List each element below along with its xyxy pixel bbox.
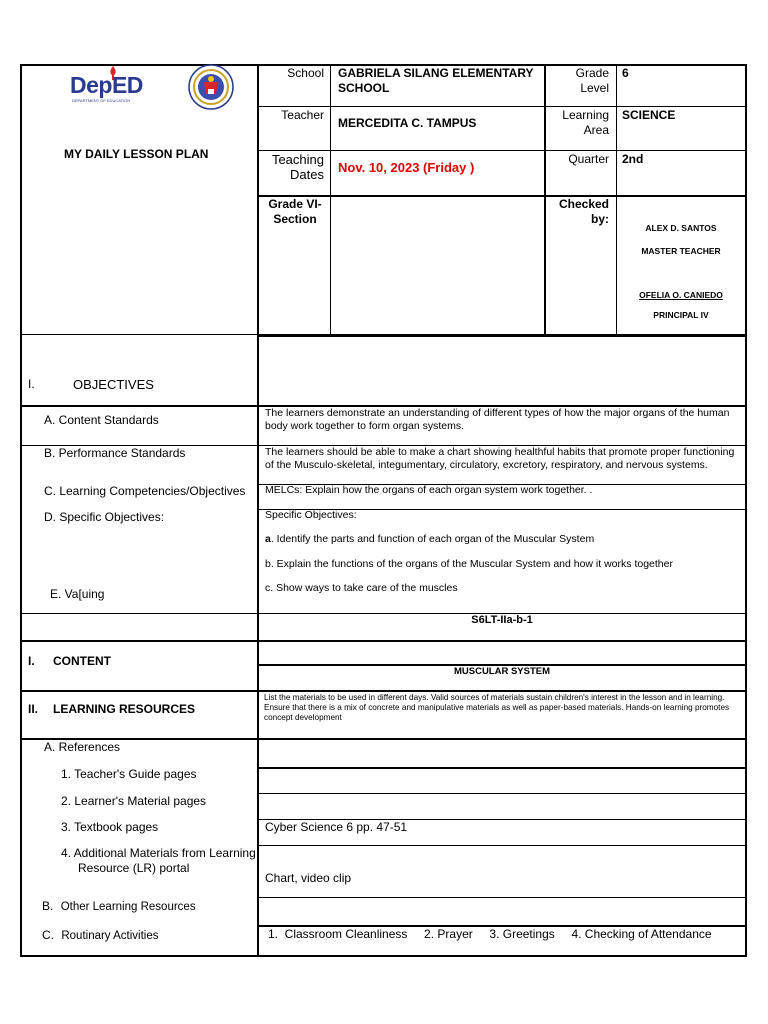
checked-by-label: Checked by: — [558, 197, 609, 226]
competencies-text: MELCs: Explain how the organs of each organ system work together. . — [265, 484, 593, 496]
additional-materials-value: Chart, video clip — [265, 871, 352, 885]
routinary-label — [42, 928, 159, 944]
deped-seal-icon — [184, 64, 238, 110]
content-roman: I. — [28, 654, 35, 668]
specific-objectives-heading: Specific Objectives: — [265, 509, 357, 521]
specific-objective-c: c. Show ways to take care of the muscles — [265, 582, 458, 594]
deped-logo-text: DepED — [70, 72, 143, 98]
checker2-title: PRINCIPAL IV — [653, 310, 709, 320]
learning-area-value: SCIENCE — [622, 108, 676, 122]
textbook-label: 3. Textbook pages — [61, 820, 159, 834]
checker1-name: ALEX D. SANTOS — [645, 223, 717, 233]
objectives-heading: OBJECTIVES — [73, 377, 154, 392]
specific-objectives-label: D. Specific Objectives: — [44, 510, 165, 524]
deped-logo-subtext: DEPARTMENT OF EDUCATION — [72, 98, 131, 103]
additional-materials-label-line2: Resource (LR) portal — [78, 861, 190, 875]
quarter-label: Quarter — [568, 152, 609, 166]
specific-objective-a-text: . Identify the parts and function of each organ of the Muscular System — [270, 533, 595, 545]
grade-level-value: 6 — [622, 66, 629, 80]
routinary-value: 1. Classroom Cleanliness 2. Prayer 3. Greetings 4. Checking of Attendance — [268, 927, 712, 941]
performance-standards-label: B. Performance Standards — [44, 446, 186, 460]
routinary-letter: C. — [42, 928, 54, 942]
valuing-label: E. Va[uing — [50, 587, 105, 601]
content-standards-label: A. Content Standards — [44, 413, 159, 427]
objectives-roman: I. — [28, 377, 35, 391]
content-heading: CONTENT — [53, 654, 111, 668]
competencies-label: C. Learning Competencies/Objectives — [44, 484, 246, 498]
specific-objective-a — [265, 533, 594, 546]
teacher-value: MERCEDITA C. TAMPUS — [338, 116, 477, 130]
specific-objective-a-letter: a — [265, 533, 271, 545]
routinary-text: Routinary Activities — [61, 930, 159, 942]
teaching-dates-value: Nov. 10, 2023 (Friday ) — [338, 160, 475, 175]
teachers-guide-label: 1. Teacher's Guide pages — [61, 767, 197, 781]
additional-materials-label — [61, 846, 256, 876]
checker2-name: OFELIA O. CANIEDO — [639, 290, 723, 300]
content-standards-text: The learners demonstrate an understanding of different types of how the major organs of the human body work together to form organ systems. — [265, 407, 730, 432]
teaching-dates-label: Teaching Dates — [271, 152, 324, 182]
competency-code: S6LT-IIa-b-1 — [471, 614, 533, 626]
learning-area-label: Learning Area — [562, 108, 609, 137]
school-value: GABRIELA SILANG ELEMENTARY SCHOOL — [338, 66, 534, 95]
references-label: A. References — [44, 740, 121, 754]
section-label: Grade VI- Section — [268, 197, 322, 226]
content-value: MUSCULAR SYSTEM — [453, 666, 551, 677]
school-label: School — [287, 66, 324, 80]
other-resources-letter: B. — [42, 899, 54, 913]
resources-heading: LEARNING RESOURCES — [53, 702, 196, 716]
quarter-value: 2nd — [622, 152, 644, 166]
checker1-title: MASTER TEACHER — [641, 246, 721, 256]
other-resources-label — [42, 899, 196, 915]
resources-note: List the materials to be used in different days. Valid sources of materials sustain children's interest in the lesson and in learning. Ensure that there is a mix of concrete and manipulative materials as well as paper-based materials. Hands-on learning promotes concept development — [264, 693, 730, 722]
teacher-label: Teacher — [281, 108, 324, 122]
other-resources-text: Other Learning Resources — [60, 901, 196, 913]
page-title: MY DAILY LESSON PLAN — [64, 147, 209, 161]
textbook-value: Cyber Science 6 pp. 47-51 — [265, 820, 408, 834]
performance-standards-text: The learners should be able to make a chart showing healthful habits that promote proper functioning of the Musculo-skeletal, integumentary, circulatory, excretory, respiratory, and nervous systems. — [265, 446, 735, 471]
additional-materials-label-line1: 4. Additional Materials from Learning — [61, 846, 256, 860]
resources-roman: II. — [28, 702, 39, 716]
learners-material-label: 2. Learner's Material pages — [61, 794, 207, 808]
specific-objective-b: b. Explain the functions of the organs of the Muscular System and how it works together — [265, 558, 673, 570]
grade-level-label: Grade Level — [575, 66, 609, 95]
deped-logo — [70, 66, 170, 106]
